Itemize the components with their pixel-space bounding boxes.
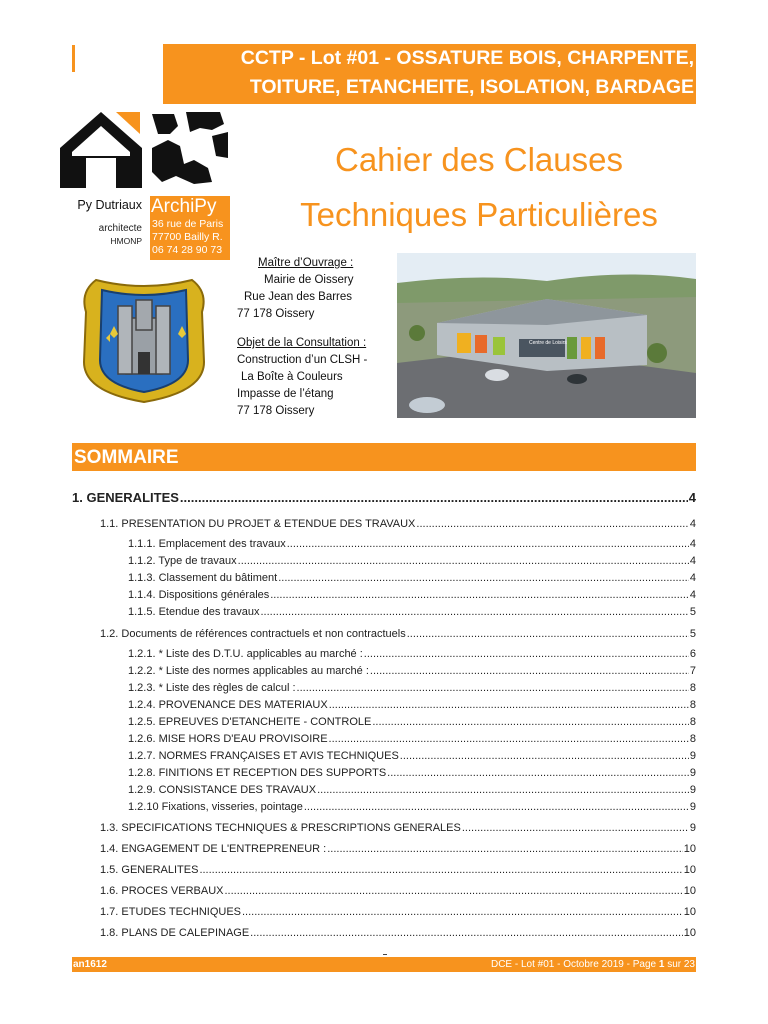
toc-entry-title: 1.2.5. EPREUVES D'ETANCHEITE - CONTROLE xyxy=(128,716,372,728)
footer-page-info xyxy=(491,957,695,972)
toc-entry-title: 1.2.1. * Liste des D.T.U. applicables au marché : xyxy=(128,648,363,660)
py-qualification: HMONP xyxy=(110,236,142,246)
toc-leader-dots xyxy=(242,906,683,918)
toc-entry-page: 4 xyxy=(689,589,696,601)
lot-header-line-2: TOITURE, ETANCHEITE, ISOLATION, BARDAGE xyxy=(249,76,694,98)
toc-entry-title: 1.1. PRESENTATION DU PROJET & ETENDUE DES TRAVAUX xyxy=(100,518,416,530)
toc-entry-title: 1.1.4. Dispositions générales xyxy=(128,589,270,601)
toc-leader-dots xyxy=(407,628,689,640)
toc-entry-page: 6 xyxy=(689,648,696,660)
toc-leader-dots xyxy=(416,518,688,530)
toc-entry-title: 1.3. SPECIFICATIONS TECHNIQUES & PRESCRIPTIONS GENERALES xyxy=(100,822,461,834)
toc-entry-page: 4 xyxy=(689,518,696,530)
toc-entry[interactable] xyxy=(128,767,696,779)
archipy-street: 36 rue de Paris xyxy=(152,218,224,230)
toc-entry-title: 1.2.4. PROVENANCE DES MATERIAUX xyxy=(128,699,328,711)
toc-entry-title: 1.2.2. * Liste des normes applicables au marché : xyxy=(128,665,369,677)
toc-entry[interactable] xyxy=(100,906,696,918)
footer-page-total: sur 23 xyxy=(664,959,695,970)
footer-reference: an1612 xyxy=(73,959,107,970)
toc-entry-title: 1.2.10 Fixations, visseries, pointage xyxy=(128,801,303,813)
toc-entry-page: 9 xyxy=(689,767,696,779)
footer-doc-info: DCE - Lot #01 - Octobre 2019 - Page xyxy=(490,959,659,970)
building-render-image xyxy=(397,253,696,418)
client-information xyxy=(237,255,397,420)
toc-leader-dots xyxy=(462,822,689,834)
toc-entry-page: 5 xyxy=(689,606,696,618)
toc-leader-dots xyxy=(370,665,689,677)
toc-entry[interactable] xyxy=(128,716,696,728)
toc-entry[interactable] xyxy=(128,801,696,813)
archipy-name: ArchiPy xyxy=(151,196,217,217)
toc-leader-dots xyxy=(250,927,683,939)
object-line-4: 77 178 Oissery xyxy=(237,405,315,417)
toc-leader-dots xyxy=(238,555,689,567)
toc-entry-page: 4 xyxy=(688,490,696,505)
toc-leader-dots xyxy=(372,716,689,728)
title-line-1: Cahier des Clauses xyxy=(335,141,623,178)
footer-page-number: 1 xyxy=(658,959,665,970)
toc-entry-page: 9 xyxy=(689,822,696,834)
toc-entry[interactable] xyxy=(100,822,696,834)
toc-entry-page: 8 xyxy=(689,716,696,728)
object-line-1: Construction d’un CLSH - xyxy=(237,354,368,366)
toc-entry-title: 1.2.3. * Liste des règles de calcul : xyxy=(128,682,296,694)
toc-entry[interactable] xyxy=(100,628,696,640)
toc-entry-title: 1.1.3. Classement du bâtiment xyxy=(128,572,278,584)
toc-leader-dots xyxy=(317,784,689,796)
toc-leader-dots xyxy=(278,572,689,584)
toc-entry-title: 1.7. ETUDES TECHNIQUES xyxy=(100,906,241,918)
toc-entry-title: 1.2.7. NORMES FRANÇAISES ET AVIS TECHNIQUES xyxy=(128,750,399,762)
toc-leader-dots xyxy=(329,699,689,711)
render-sign-text: Centre de Loisirs xyxy=(529,340,567,346)
archipy-mark-icon xyxy=(150,112,230,188)
toc-entry-page: 5 xyxy=(689,628,696,640)
toc-leader-dots xyxy=(260,606,688,618)
coat-of-arms-icon xyxy=(76,272,212,404)
toc-entry[interactable] xyxy=(100,885,696,897)
archipy-phone: 06 74 28 90 73 xyxy=(152,244,223,256)
toc-entry[interactable] xyxy=(128,733,696,745)
toc-entry-title: 1.1.5. Etendue des travaux xyxy=(128,606,260,618)
archipy-city: 77700 Bailly R. xyxy=(152,231,223,243)
toc-entry-title: 1.1.2. Type de travaux xyxy=(128,555,237,567)
lot-header-line-1: CCTP - Lot #01 - OSSATURE BOIS, CHARPENTE, xyxy=(240,47,694,69)
toc-entry-title: 1.5. GENERALITES xyxy=(100,864,199,876)
toc-entry[interactable] xyxy=(128,665,696,677)
archipy-address-box xyxy=(150,196,230,260)
house-logo-icon xyxy=(60,112,142,188)
toc-leader-dots xyxy=(225,885,683,897)
toc-entry-title: 1.2. Documents de références contractuels et non contractuels xyxy=(100,628,406,640)
object-line-3: Impasse de l’étang xyxy=(237,388,334,400)
toc-leader-dots xyxy=(287,538,689,550)
toc-entry-title: 1.2.9. CONSISTANCE DES TRAVAUX xyxy=(128,784,317,796)
toc-leader-dots xyxy=(364,648,689,660)
toc-entry[interactable] xyxy=(128,555,696,567)
toc-entry[interactable] xyxy=(128,682,696,694)
sommaire-heading: SOMMAIRE xyxy=(72,443,696,471)
object-line-2: La Boîte à Couleurs xyxy=(241,371,343,383)
toc-entry-title: 1.8. PLANS DE CALEPINAGE xyxy=(100,927,250,939)
toc-entry[interactable] xyxy=(100,518,696,530)
toc-entry-title: 1.1.1. Emplacement des travaux xyxy=(128,538,286,550)
object-label: Objet de la Consultation : xyxy=(237,337,367,349)
toc-entry-page: 9 xyxy=(689,750,696,762)
toc-entry-page: 10 xyxy=(683,885,696,897)
toc-leader-dots xyxy=(304,801,689,813)
owner-line-1: Mairie de Oissery xyxy=(264,274,354,286)
toc-entry-title: 1.2.6. MISE HORS D'EAU PROVISOIRE xyxy=(128,733,328,745)
toc-entry[interactable] xyxy=(100,843,696,855)
toc-entry-page: 10 xyxy=(683,843,696,855)
toc-entry-title: 1.6. PROCES VERBAUX xyxy=(100,885,224,897)
toc-entry-page: 4 xyxy=(689,555,696,567)
toc-entry-page: 4 xyxy=(689,572,696,584)
toc-entry[interactable] xyxy=(128,750,696,762)
toc-entry-page: 8 xyxy=(689,699,696,711)
toc-leader-dots xyxy=(180,490,688,505)
toc-entry-page: 10 xyxy=(683,864,696,876)
owner-line-2: Rue Jean des Barres xyxy=(244,291,353,303)
toc-leader-dots xyxy=(297,682,689,694)
py-title: architecte xyxy=(98,223,142,234)
owner-label: Maître d’Ouvrage : xyxy=(258,257,354,269)
toc-entry[interactable] xyxy=(128,589,696,601)
toc-leader-dots xyxy=(270,589,689,601)
toc-entry-title: 1. GENERALITES xyxy=(72,490,179,505)
toc-entry-page: 10 xyxy=(683,927,696,939)
toc-entry[interactable] xyxy=(128,699,696,711)
toc-entry-page: 9 xyxy=(689,784,696,796)
toc-entry-title: 1.4. ENGAGEMENT DE L'ENTREPRENEUR : xyxy=(100,843,327,855)
toc-entry-page: 10 xyxy=(683,906,696,918)
toc-entry-page: 4 xyxy=(689,538,696,550)
toc-leader-dots xyxy=(199,864,682,876)
title-line-2: Techniques Particulières xyxy=(300,196,658,233)
toc-entry-page: 7 xyxy=(689,665,696,677)
toc-entry[interactable] xyxy=(128,606,696,618)
orange-margin-mark xyxy=(72,45,75,72)
toc-entry[interactable] xyxy=(100,927,696,939)
toc-entry-page: 9 xyxy=(689,801,696,813)
toc-leader-dots xyxy=(387,767,689,779)
toc-entry-page: 8 xyxy=(689,682,696,694)
document-title xyxy=(244,132,714,242)
toc-entry[interactable] xyxy=(128,784,696,796)
toc-entry[interactable] xyxy=(72,490,696,505)
page-footer xyxy=(72,957,696,972)
owner-line-3: 77 178 Oissery xyxy=(237,308,315,320)
toc-leader-dots xyxy=(400,750,689,762)
toc-entry-page: 8 xyxy=(689,733,696,745)
toc-entry[interactable] xyxy=(128,572,696,584)
toc-leader-dots xyxy=(327,843,683,855)
footer-mark xyxy=(383,954,387,955)
toc-entry[interactable] xyxy=(128,648,696,660)
toc-entry[interactable] xyxy=(100,864,696,876)
toc-leader-dots xyxy=(329,733,689,745)
toc-entry[interactable] xyxy=(128,538,696,550)
toc-entry-title: 1.2.8. FINITIONS ET RECEPTION DES SUPPORTS xyxy=(128,767,387,779)
py-dutriaux-name: Py Dutriaux xyxy=(77,198,142,212)
architect-logo xyxy=(60,112,232,262)
lot-header-band xyxy=(163,44,696,104)
